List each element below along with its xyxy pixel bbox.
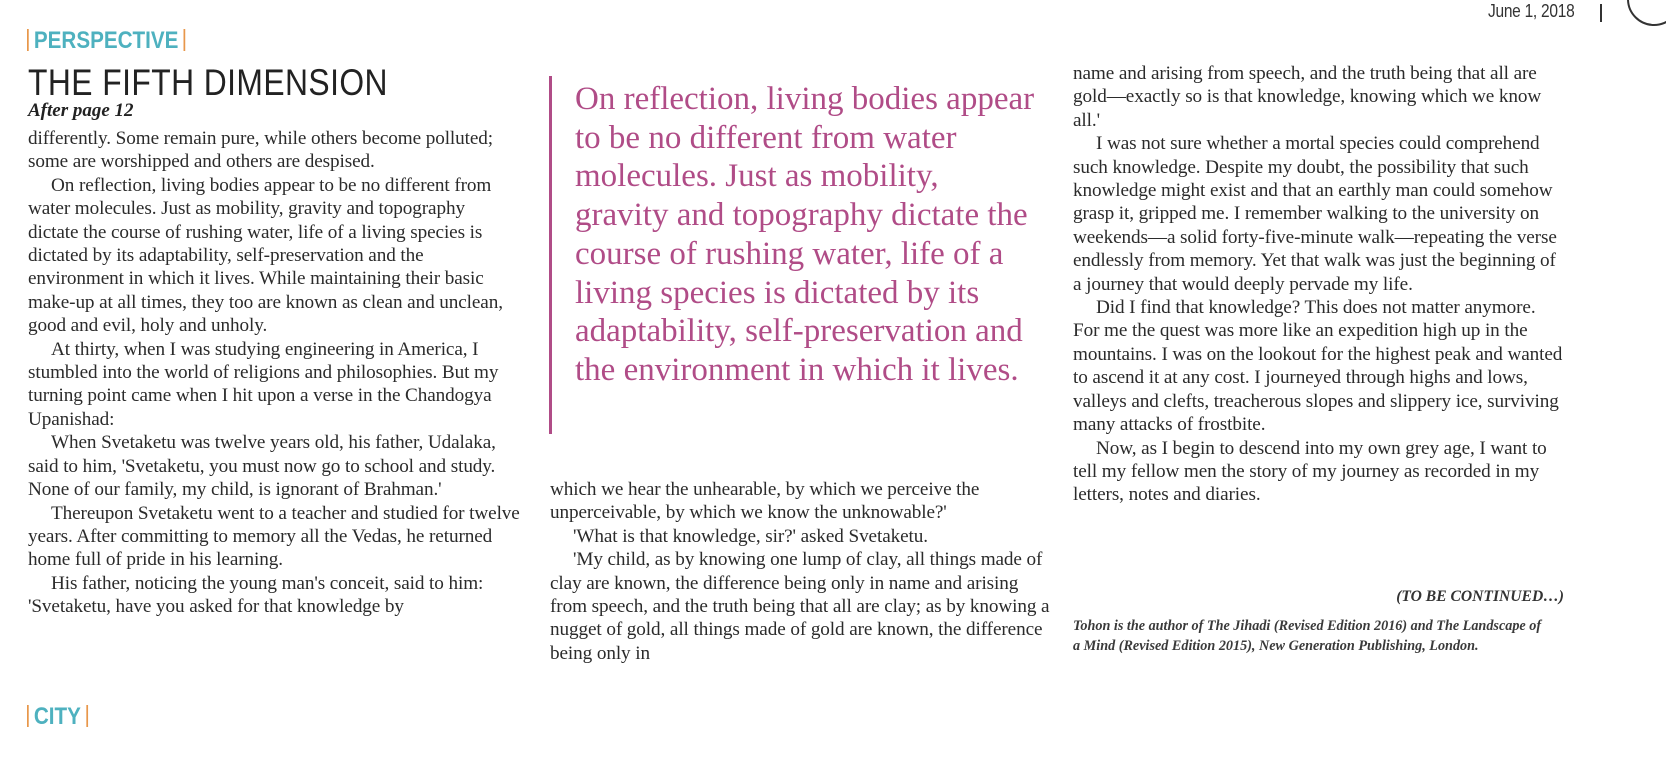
article-title: THE FIFTH DIMENSION xyxy=(28,62,388,103)
column-2 xyxy=(550,478,1050,665)
paragraph: On reflection, living bodies appear to be no different from water molecules. Just as mobility, gravity and topography dictate the course of rushing water, life of a living species is dictated by its adaptability, self-preservation and the environment in which it lives. While maintaining their basic make-up at all times, they too are known as clean and unclean, good and evil, holy and unholy. xyxy=(28,174,503,337)
paragraph: which we hear the unhearable, by which we perceive the unperceivable, by which we know the unknowable?' xyxy=(550,479,980,524)
pull-quote: On reflection, living bodies appear to be no different from water molecules. Just as mobility, gravity and topography dictate the course of rushing water, life of a living species is dictated by its adaptability, self-preservation and the environment in which it lives. xyxy=(549,76,1039,434)
next-section-label: CITY xyxy=(33,703,81,730)
author-bio: Tohon is the author of The Jihadi (Revised Edition 2016) and The Landscape of a Mind (Revised Edition 2015), New Generation Publishing, London. xyxy=(1073,618,1542,654)
page-number-circle xyxy=(1627,0,1666,26)
section-tag-bar-right xyxy=(86,705,88,727)
section-tag xyxy=(27,27,185,55)
paragraph: differently. Some remain pure, while others become polluted; some are worshipped and others are despised. xyxy=(28,128,494,173)
section-label: PERSPECTIVE xyxy=(33,27,179,54)
paragraph: I was not sure whether a mortal species could comprehend such knowledge. Despite my doubt, the possibility that such knowledge might exist and that an earthly man could somehow grasp it, gripped me. I remember walking to the university on weekends—a solid forty-five-minute walk—repeating the verse endlessly from memory. Yet that walk was just the beginning of a journey that would deeply pervade my life. xyxy=(1073,133,1557,295)
paragraph: When Svetaketu was twelve years old, his father, Udalaka, said to him, 'Svetaketu, you must now go to school and study. None of our family, my child, is ignorant of Brahman.' xyxy=(28,432,496,501)
to-be-continued: (TO BE CONTINUED…) xyxy=(1396,588,1564,605)
column-1 xyxy=(28,127,520,619)
paragraph: His father, noticing the young man's conceit, said to him: 'Svetaketu, have you asked for that knowledge by xyxy=(28,572,484,618)
column-3 xyxy=(1073,62,1563,507)
jump-line: After page 12 xyxy=(28,100,134,121)
section-tag-bar-left xyxy=(27,705,29,727)
paragraph: Thereupon Svetaketu went to a teacher and studied for twelve years. After committing to memory all the Vedas, he returned home full of pride in his learning. xyxy=(28,502,520,571)
section-tag-bar-left xyxy=(27,29,29,51)
paragraph: 'What is that knowledge, sir?' asked Svetaketu. xyxy=(573,525,928,547)
paragraph: 'My child, as by knowing one lump of clay, all things made of clay are known, the difference being only in name and arising from speech, and the truth being that all are clay; as by knowing a nugget of gold, all things made of gold are known, the difference being only in xyxy=(550,549,1050,664)
paragraph: Now, as I begin to descend into my own grey age, I want to tell my fellow men the story of my journey as recorded in my letters, notes and diaries. xyxy=(1073,437,1547,506)
next-section-tag xyxy=(27,703,88,731)
paragraph: Did I find that knowledge? This does not matter anymore. For me the quest was more like an expedition high up in the mountains. I was on the lookout for the highest peak and wanted to ascend it at any cost. I journeyed through highs and lows, valleys and clefts, treacherous slopes and slippery ice, surviving many attacks of frostbite. xyxy=(1073,297,1563,436)
paragraph: name and arising from speech, and the truth being that all are gold—exactly so is that knowledge, knowing which we know all.' xyxy=(1073,63,1542,131)
issue-date: June 1, 2018 xyxy=(1488,1,1575,21)
paragraph: At thirty, when I was studying engineering in America, I stumbled into the world of religions and philosophies. But my turning point came when I hit upon a verse in the Chandogya Upanishad: xyxy=(28,338,499,430)
header-divider xyxy=(1600,4,1602,22)
section-tag-bar-right xyxy=(184,29,186,51)
